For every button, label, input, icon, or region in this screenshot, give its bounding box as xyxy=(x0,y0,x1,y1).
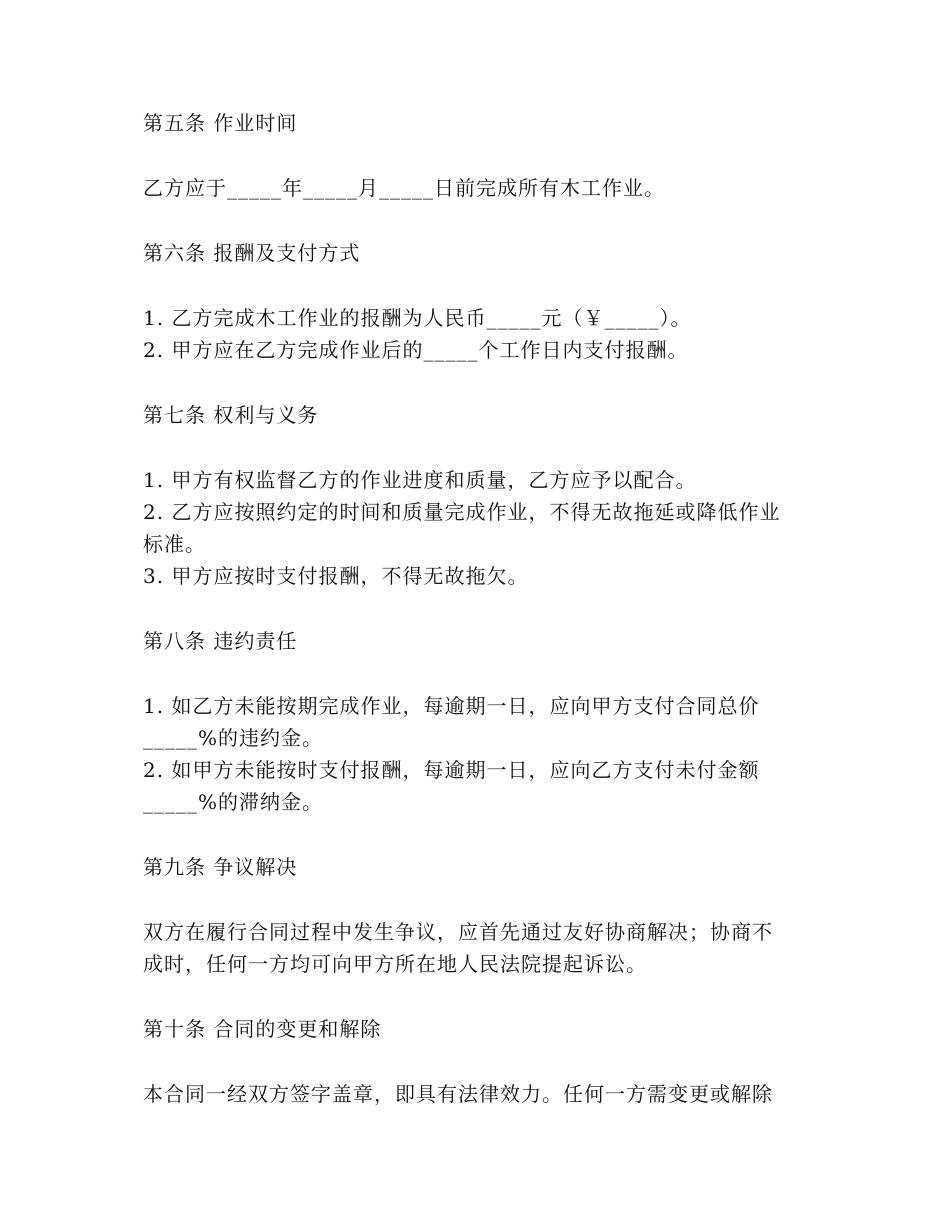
article-9-heading: 第九条 争议解决 xyxy=(143,855,298,879)
article-10-heading: 第十条 合同的变更和解除 xyxy=(143,1017,382,1041)
article-5-body: 乙方应于_____年_____月_____日前完成所有木工作业。 xyxy=(143,176,665,200)
article-8-item-1: 1. 如乙方未能按期完成作业，每逾期一日，应向甲方支付合同总价 xyxy=(143,694,760,718)
article-9-line-1: 双方在履行合同过程中发生争议，应首先通过友好协商解决；协商不 xyxy=(143,920,773,944)
article-6-item-1: 1. 乙方完成木工作业的报酬为人民币_____元（￥_____）。 xyxy=(143,306,692,330)
article-7-item-3: 3. 甲方应按时支付报酬，不得无故拖欠。 xyxy=(143,564,529,588)
article-7-item-2-cont: 标准。 xyxy=(143,532,206,556)
article-8-heading: 第八条 违约责任 xyxy=(143,629,298,653)
article-8-item-1-cont: _____%的违约金。 xyxy=(143,726,324,750)
article-6-item-2: 2. 甲方应在乙方完成作业后的_____个工作日内支付报酬。 xyxy=(143,338,689,362)
article-7-item-1: 1. 甲方有权监督乙方的作业进度和质量，乙方应予以配合。 xyxy=(143,468,697,492)
article-7-heading: 第七条 权利与义务 xyxy=(143,403,319,427)
article-7-item-2: 2. 乙方应按照约定的时间和质量完成作业，不得无故拖延或降低作业 xyxy=(143,500,781,524)
article-6-heading: 第六条 报酬及支付方式 xyxy=(143,241,361,265)
article-8-item-2-cont: _____%的滞纳金。 xyxy=(143,790,324,814)
article-8-item-2: 2. 如甲方未能按时支付报酬，每逾期一日，应向乙方支付未付金额 xyxy=(143,758,760,782)
article-5-heading: 第五条 作业时间 xyxy=(143,111,298,135)
article-10-line-1: 本合同一经双方签字盖章，即具有法律效力。任何一方需变更或解除 xyxy=(143,1082,773,1106)
article-9-line-2: 成时，任何一方均可向甲方所在地人民法院提起诉讼。 xyxy=(143,952,647,976)
